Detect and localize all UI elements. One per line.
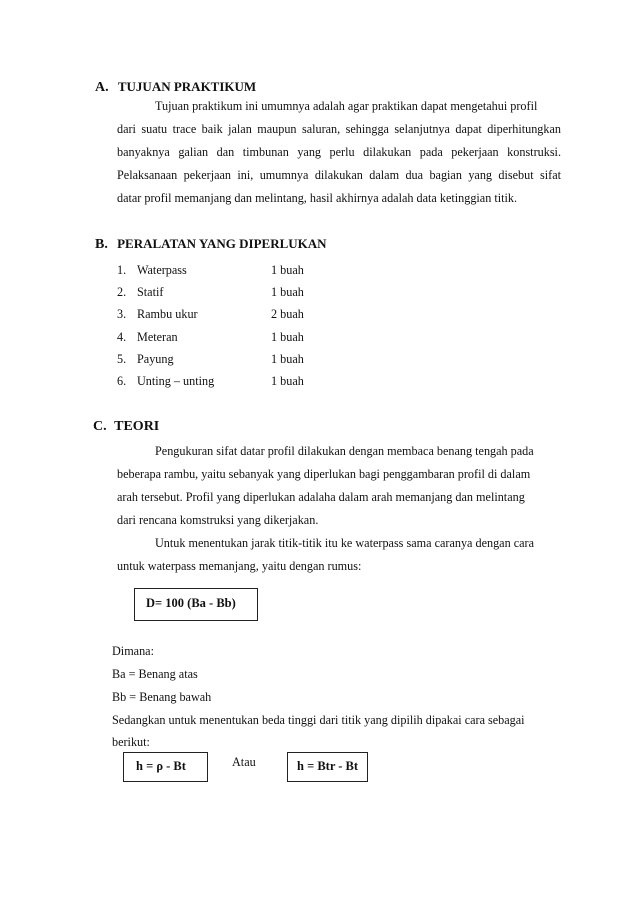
atau-label: Atau bbox=[232, 755, 256, 769]
equipment-num: 2. bbox=[117, 285, 127, 299]
height-formula-2: h = Btr - Bt bbox=[297, 759, 359, 773]
section-c-line-6: untuk waterpass memanjang, yaitu dengan rumus: bbox=[117, 559, 362, 573]
section-c-line-4: dari rencana komstruksi yang dikerjakan. bbox=[117, 513, 319, 527]
distance-formula-box bbox=[134, 588, 258, 621]
equipment-qty: 1 buah bbox=[271, 374, 304, 388]
section-c-line-2: beberapa rambu, yaitu sebanyak yang diperlukan bagi penggambaran profil di dalam bbox=[117, 467, 531, 481]
section-a-line-5: datar profil memanjang dan melintang, hasil akhirnya adalah data ketinggian titik. bbox=[117, 191, 518, 205]
equipment-num: 1. bbox=[117, 263, 127, 277]
section-c-line-1: Pengukuran sifat datar profil dilakukan dengan membaca benang tengah pada bbox=[155, 444, 534, 458]
section-a-line-3: banyaknya galian dan timbunan yang perlu dilakukan pada pekerjaan konstruksi. bbox=[117, 145, 561, 159]
equipment-qty: 2 buah bbox=[271, 307, 304, 321]
height-line-1: Sedangkan untuk menentukan beda tinggi dari titik yang dipilih dipakai cara sebagai bbox=[112, 713, 525, 727]
section-b-heading bbox=[95, 236, 327, 253]
equipment-name: Unting – unting bbox=[137, 374, 215, 388]
ba-definition: Ba = Benang atas bbox=[112, 667, 198, 681]
equipment-name: Payung bbox=[137, 352, 174, 366]
equipment-qty: 1 buah bbox=[271, 285, 304, 299]
height-line-2: berikut: bbox=[112, 735, 150, 749]
equipment-name: Meteran bbox=[137, 330, 178, 344]
equipment-name: Waterpass bbox=[137, 263, 187, 277]
section-b-title: PERALATAN YANG DIPERLUKAN bbox=[117, 236, 327, 251]
equipment-num: 4. bbox=[117, 330, 127, 344]
distance-formula: D= 100 (Ba - Bb) bbox=[146, 596, 236, 610]
equipment-qty: 1 buah bbox=[271, 330, 304, 344]
height-formula-1-box bbox=[123, 752, 208, 782]
section-a-title: TUJUAN PRAKTIKUM bbox=[117, 79, 257, 94]
section-a-heading bbox=[95, 79, 256, 96]
section-a-letter: A. bbox=[95, 80, 109, 95]
equipment-num: 5. bbox=[117, 352, 127, 366]
section-c-letter: C. bbox=[93, 419, 107, 434]
equipment-name: Statif bbox=[137, 285, 164, 299]
equipment-num: 3. bbox=[117, 307, 127, 321]
height-formula-2-box bbox=[287, 752, 368, 782]
section-a-line-1: Tujuan praktikum ini umumnya adalah agar praktikan dapat mengetahui profil bbox=[155, 99, 538, 113]
equipment-qty: 1 buah bbox=[271, 352, 304, 366]
equipment-qty: 1 buah bbox=[271, 263, 304, 277]
section-b-letter: B. bbox=[95, 237, 108, 252]
bb-definition: Bb = Benang bawah bbox=[112, 690, 212, 704]
section-a-line-4: Pelaksanaan pekerjaan ini, umumnya dilakukan dalam dua bagian yang disebut sifat bbox=[117, 168, 561, 182]
section-c-line-5: Untuk menentukan jarak titik-titik itu ke waterpass sama caranya dengan cara bbox=[155, 536, 535, 550]
equipment-name: Rambu ukur bbox=[137, 307, 198, 321]
height-formula-1: h = ρ - Bt bbox=[136, 759, 186, 773]
dimana-label: Dimana: bbox=[112, 644, 154, 658]
section-a-line-2: dari suatu trace baik jalan maupun saluran, sehingga selanjutnya dapat diperhitungkan bbox=[117, 122, 561, 136]
section-c-heading bbox=[93, 419, 159, 435]
equipment-num: 6. bbox=[117, 374, 127, 388]
section-c-title: TEORI bbox=[114, 419, 160, 434]
section-c-line-3: arah tersebut. Profil yang diperlukan adalaha dalam arah memanjang dan melintang bbox=[117, 490, 525, 504]
